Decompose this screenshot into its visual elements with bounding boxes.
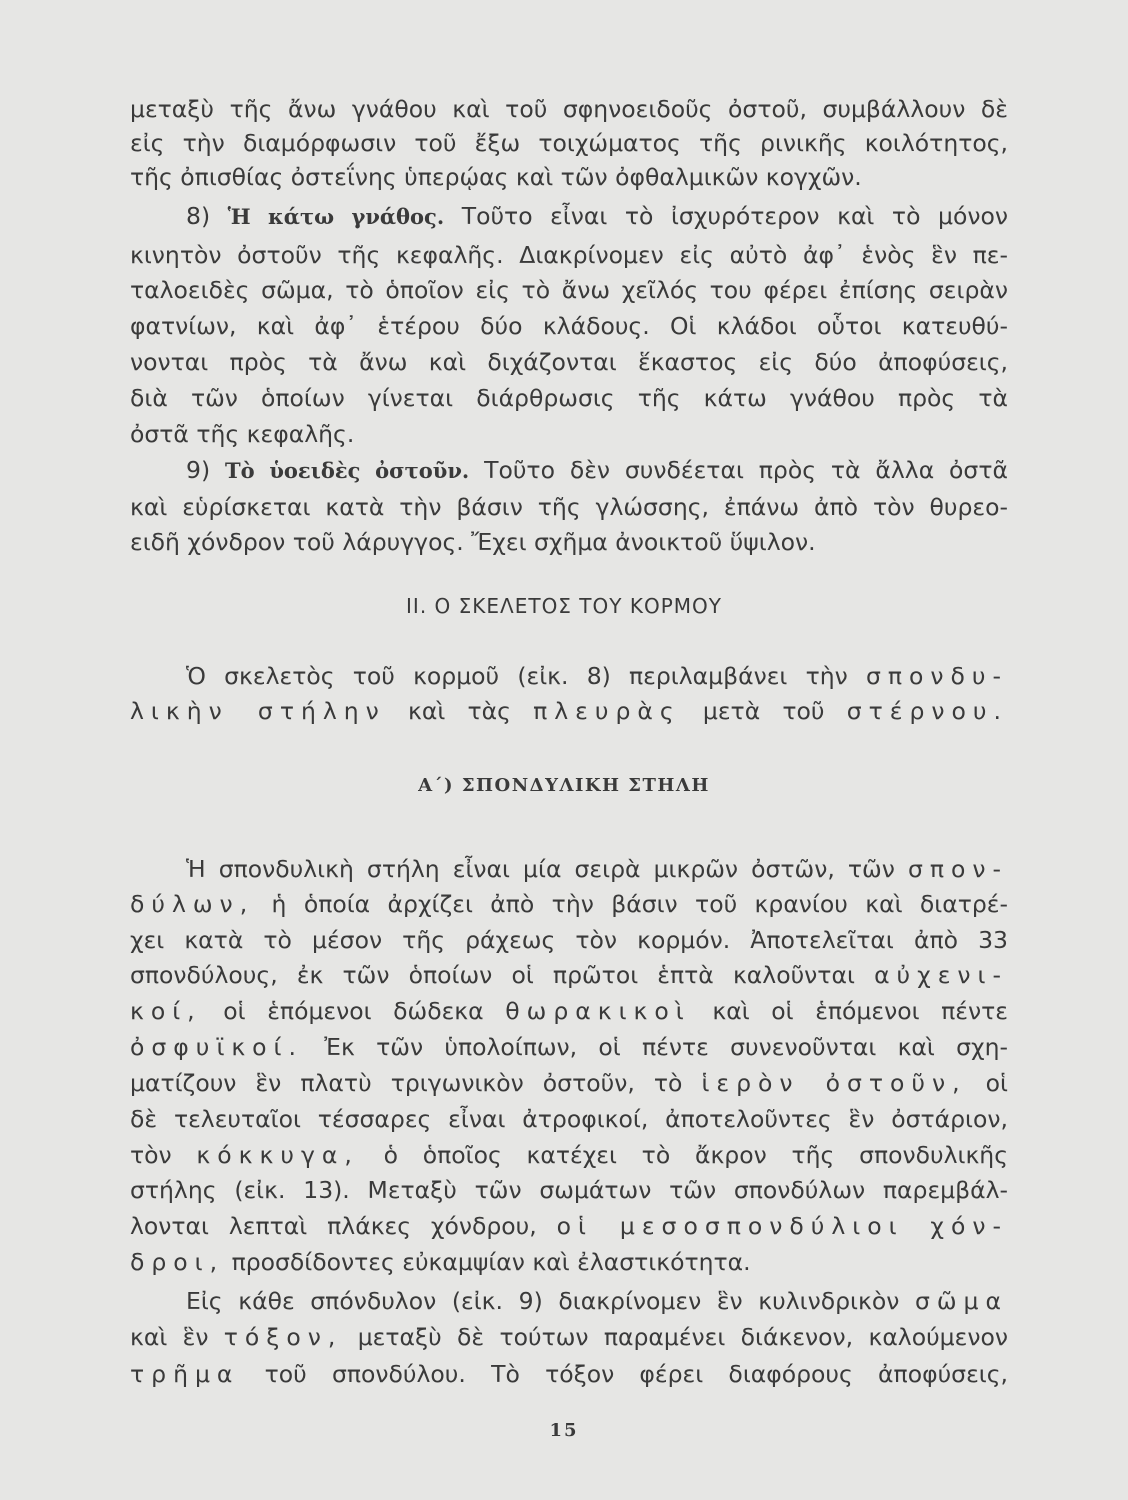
section-9-heading-line bbox=[130, 453, 1008, 488]
text-line bbox=[130, 1138, 1008, 1172]
text-line bbox=[130, 852, 1008, 886]
text-line: εἰς τὴν διαμόρφωσιν τοῦ ἔξω τοιχώματος τῆς ρινικῆς κοιλότητος, bbox=[130, 129, 1008, 157]
spaced-term: θωρακικοὶ bbox=[505, 997, 691, 1025]
text-line bbox=[130, 958, 1008, 992]
text-line bbox=[130, 1284, 1008, 1318]
text-line: δὲ τελευταῖοι τέσσαρες εἶναι ἀτροφικοί, ἀποτελοῦντες ἓν ὀστάριον, bbox=[130, 1105, 1008, 1133]
text-line: κινητὸν ὀστοῦν τῆς κεφαλῆς. Διακρίνομεν εἰς αὐτὸ ἀφ᾽ ἑνὸς ἓν πε- bbox=[130, 241, 1008, 269]
spaced-term: τόξον, bbox=[223, 1323, 343, 1351]
text-line bbox=[130, 1030, 1008, 1064]
page-number: 15 bbox=[549, 1420, 579, 1441]
text-span: Εἰς κάθε σπόνδυλον (εἰκ. 9) διακρίνομεν ἓν κυλινδρικὸν bbox=[186, 1287, 900, 1315]
text-span: οἱ bbox=[985, 1069, 1008, 1097]
text-line bbox=[130, 1209, 1008, 1243]
text-span: σπονδύλους, ἐκ τῶν ὁποίων οἱ πρῶτοι ἑπτὰ καλοῦνται bbox=[130, 961, 855, 989]
text-line bbox=[130, 1357, 1008, 1391]
spaced-term: τρῆμα bbox=[130, 1360, 240, 1388]
text-line bbox=[130, 1245, 1008, 1279]
spaced-term: κοί, bbox=[130, 997, 202, 1025]
text-span: τὸν bbox=[130, 1141, 172, 1169]
text-line bbox=[130, 1320, 1008, 1354]
spaced-term: δροι, bbox=[130, 1248, 225, 1276]
text-span: καὶ οἱ ἑπόμενοι πέντε bbox=[712, 997, 1008, 1025]
text-line: μεταξὺ τῆς ἄνω γνάθου καὶ τοῦ σφηνοειδοῦς ὀστοῦ, συμβάλλουν δὲ bbox=[130, 95, 1008, 123]
section-heading-a: Α΄) ΣΠΟΝΔΥΛΙΚΗ ΣΤΗΛΗ bbox=[418, 775, 710, 796]
text-line bbox=[130, 887, 1008, 921]
text-line bbox=[130, 694, 1008, 728]
text-span: καὶ ἓν bbox=[130, 1323, 209, 1351]
text-line: ταλοειδὲς σῶμα, τὸ ὁποῖον εἰς τὸ ἄνω χεῖλός του φέρει ἐπίσης σειρὰν bbox=[130, 276, 1008, 304]
text-span: Τοῦτο δὲν συνδέεται πρὸς τὰ ἄλλα ὀστᾶ bbox=[484, 456, 1008, 484]
spaced-term: αὐχενι- bbox=[874, 961, 1008, 989]
section-heading-ii: II. Ο ΣΚΕΛΕΤΟΣ ΤΟΥ ΚΟΡΜΟΥ bbox=[406, 594, 722, 618]
text-line: διὰ τῶν ὁποίων γίνεται διάρθρωσις τῆς κάτω γνάθου πρὸς τὰ bbox=[130, 384, 1008, 412]
text-line: νονται πρὸς τὰ ἄνω καὶ διχάζονται ἕκαστος εἰς δύο ἀποφύσεις, bbox=[130, 348, 1008, 376]
text-span: ἡ ὁποία ἀρχίζει ἀπὸ τὴν βάσιν τοῦ κρανίου καὶ διατρέ- bbox=[271, 890, 1008, 918]
text-span: προσδίδοντες εὐκαμψίαν καὶ ἐλαστικότητα. bbox=[231, 1248, 751, 1276]
text-span: Τοῦτο εἶναι τὸ ἰσχυρότερον καὶ τὸ μόνον bbox=[461, 202, 1008, 230]
text-line: ὀστᾶ τῆς κεφαλῆς. bbox=[130, 420, 355, 448]
section-8-heading-line bbox=[130, 199, 1008, 234]
text-line: στήλης (εἰκ. 13). Μεταξὺ τῶν σωμάτων τῶν σπονδύλων παρεμβάλ- bbox=[130, 1176, 1008, 1204]
text-span: Ἡ σπονδυλικὴ στήλη εἶναι μία σειρὰ μικρῶν ὀστῶν, τῶν bbox=[186, 855, 895, 883]
section-number: 9) bbox=[186, 456, 211, 484]
spaced-term: στέρνου. bbox=[846, 697, 1008, 725]
text-line bbox=[130, 1066, 1008, 1100]
text-span: μεταξὺ δὲ τούτων παραμένει διάκενον, καλούμενον bbox=[357, 1323, 1008, 1351]
text-span: λονται λεπταὶ πλάκες χόνδρου, bbox=[130, 1212, 537, 1240]
text-span: καὶ τὰς bbox=[408, 697, 511, 725]
text-span: Ἐκ τῶν ὑπολοίπων, οἱ πέντε συνενοῦνται καὶ σχη- bbox=[324, 1033, 1008, 1061]
spaced-term: οἱ μεσοσπονδύλιοι χόν- bbox=[556, 1212, 1008, 1240]
spaced-term: πλευρὰς bbox=[533, 697, 681, 725]
text-line bbox=[130, 659, 1008, 693]
spaced-term: κόκκυγα, bbox=[196, 1141, 359, 1169]
spaced-term: σπον- bbox=[907, 855, 1008, 883]
text-line: ειδῆ χόνδρον τοῦ λάρυγγος. Ἔχει σχῆμα ἀνοικτοῦ ὕψιλον. bbox=[130, 528, 816, 556]
section-title: Τὸ ὑοειδὲς ὀστοῦν. bbox=[225, 458, 470, 483]
spaced-term: σπονδυ- bbox=[865, 662, 1008, 690]
text-span: τοῦ σπονδύλου. Τὸ τόξον φέρει διαφόρους ἀποφύσεις, bbox=[264, 1360, 1008, 1388]
spaced-term: σῶμα bbox=[914, 1287, 1008, 1315]
spaced-term: λικὴν στήλην bbox=[130, 697, 386, 725]
text-line: τῆς ὀπισθίας ὀστεΐνης ὑπερῴας καὶ τῶν ὀφθαλμικῶν κογχῶν. bbox=[130, 163, 862, 191]
text-line bbox=[130, 994, 1008, 1028]
text-line: φατνίων, καὶ ἀφ᾽ ἑτέρου δύο κλάδους. Οἱ κλάδοι οὗτοι κατευθύ- bbox=[130, 312, 1008, 340]
text-line: χει κατὰ τὸ μέσον τῆς ράχεως τὸν κορμόν. Ἀποτελεῖται ἀπὸ 33 bbox=[130, 926, 1008, 954]
text-span: ματίζουν ἓν πλατὺ τριγωνικὸν ὀστοῦν, τὸ bbox=[130, 1069, 683, 1097]
text-span: οἱ ἑπόμενοι δώδεκα bbox=[223, 997, 484, 1025]
spaced-term: ὀσφυϊκοί. bbox=[130, 1033, 303, 1061]
text-span: Ὁ σκελετὸς τοῦ κορμοῦ (εἰκ. 8) περιλαμβάνει τὴν bbox=[186, 662, 848, 690]
spaced-term: δύλων, bbox=[130, 890, 255, 918]
text-line: καὶ εὑρίσκεται κατὰ τὴν βάσιν τῆς γλώσσης, ἐπάνω ἀπὸ τὸν θυρεο- bbox=[130, 493, 1008, 521]
spaced-term: ἱερὸν ὀστοῦν, bbox=[701, 1069, 967, 1097]
text-span: μετὰ τοῦ bbox=[702, 697, 825, 725]
section-title: Ἡ κάτω γνάθος. bbox=[227, 204, 445, 229]
section-number: 8) bbox=[186, 202, 211, 230]
text-span: ὁ ὁποῖος κατέχει τὸ ἄκρον τῆς σπονδυλικῆς bbox=[383, 1141, 1008, 1169]
